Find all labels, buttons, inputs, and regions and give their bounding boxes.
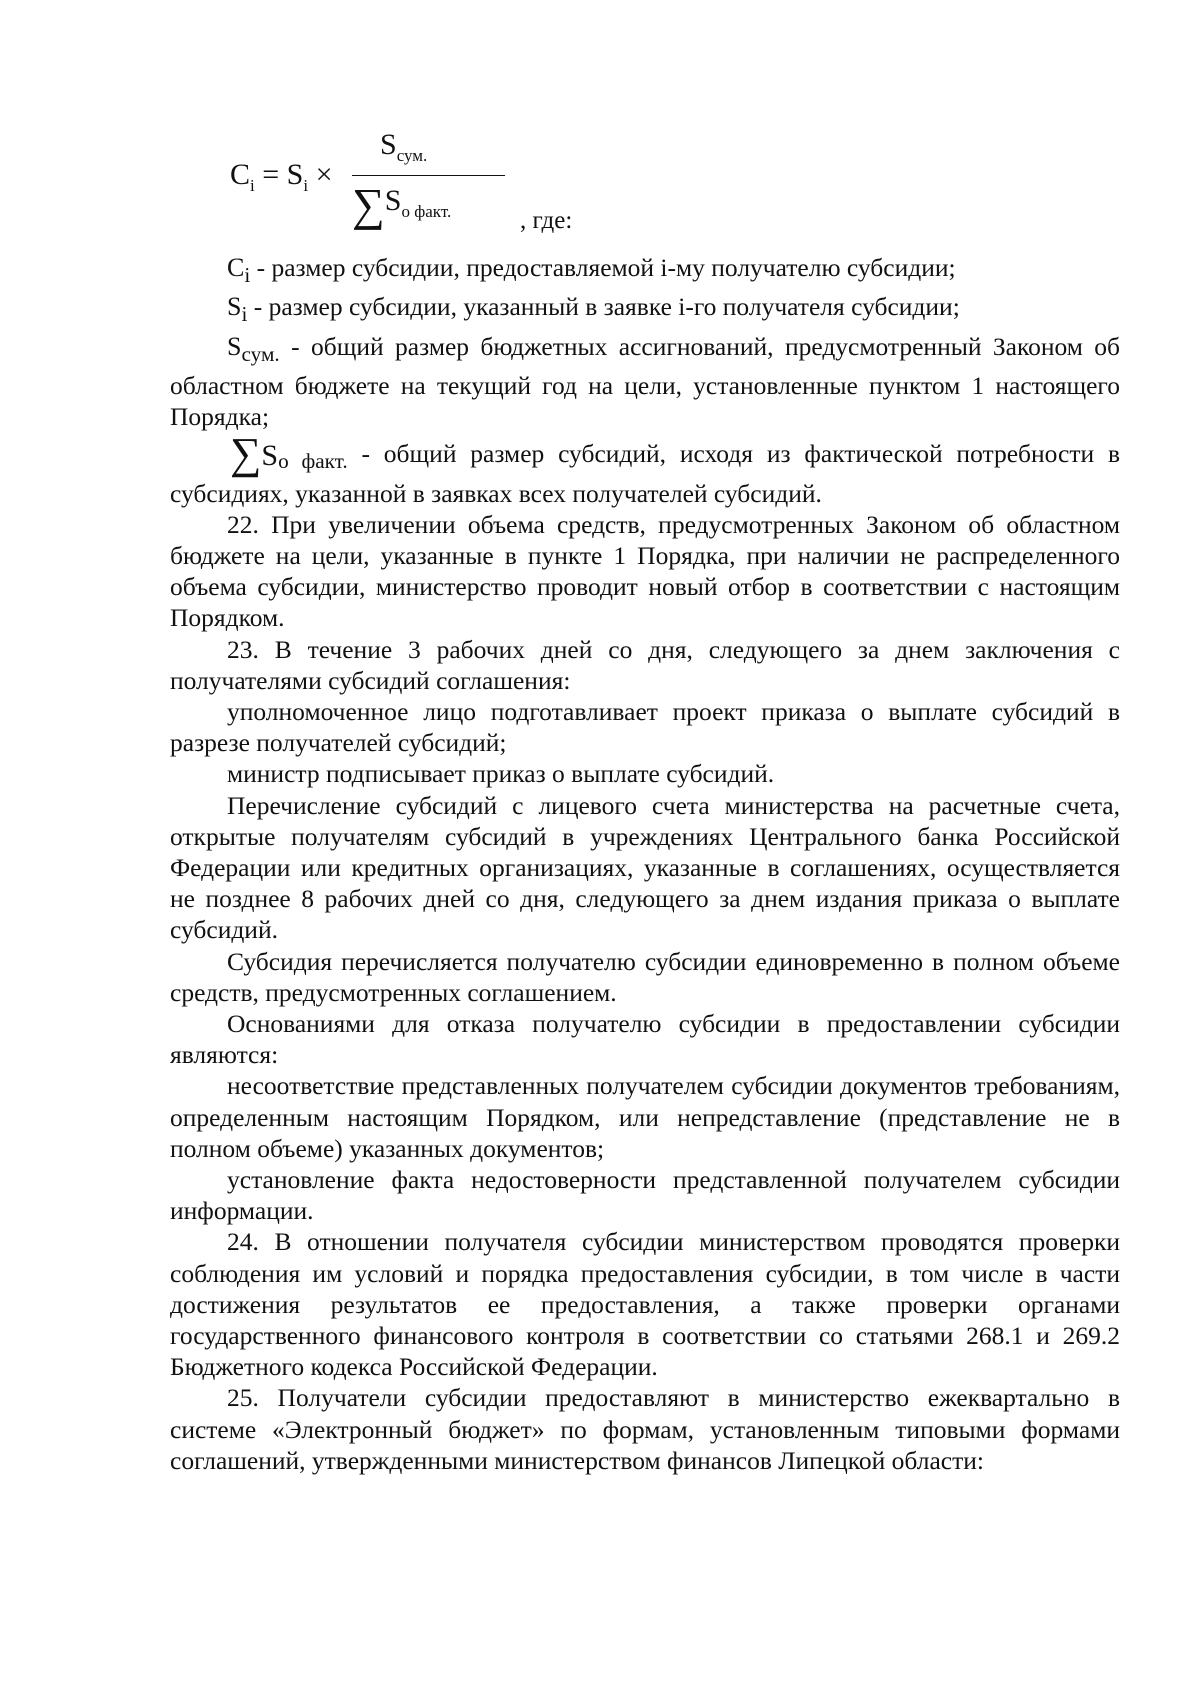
denominator-s: S xyxy=(384,184,402,217)
definition-si xyxy=(170,291,1120,330)
paragraph-22: 22. При увеличении объема средств, предусмотренных Законом об областном бюджете на цели, указанные в пункте 1 Порядка, при наличии не распределенного объема субсидии, министерство проводит новый отбор в соответствии с настоящим Порядком. xyxy=(170,509,1120,633)
subsidy-formula xyxy=(230,120,630,240)
ci-symbol: C xyxy=(227,253,245,282)
ssum-sub: сум. xyxy=(241,341,280,366)
formula-s-sub: i xyxy=(303,176,309,195)
paragraph-23-item-2: министр подписывает приказ о выплате субсидий. xyxy=(227,759,775,789)
sfact-sub: о факт. xyxy=(278,449,348,474)
sigma-symbol: ∑ xyxy=(352,179,385,230)
formula-c: C xyxy=(230,158,251,191)
paragraph-23-item-1: уполномоченное лицо подготавливает проект приказа о выплате субсидий в разрезе получателей субсидий; xyxy=(170,697,1120,758)
formula-s: S xyxy=(286,158,304,191)
si-symbol: S xyxy=(227,292,242,322)
fraction-line xyxy=(352,175,505,176)
definition-sigma xyxy=(170,429,1120,509)
paragraph-transfer: Перечисление субсидий с лицевого счета министерства на расчетные счета, открытые получателям субсидий в учреждениях Центрального банка Российской Федерации или кредитных организациях, указанные в соглашениях, осуществляется не позднее 8 рабочих дней со дня, следующего за днем издания приказа о выплате субсидий. xyxy=(170,790,1120,945)
sigma-inline-symbol: ∑ xyxy=(230,429,262,479)
paragraph-24: 24. В отношении получателя субсидии министерством проводятся проверки соблюдения им условий и порядка предоставления субсидии, в том числе в части достижения результатов ее предоставления, а также проверки органами государственного финансового контроля в соответствии со статьями 268.1 и 269.2 Бюджетного кодекса Российской Федерации. xyxy=(170,1227,1120,1382)
formula-times: × xyxy=(315,158,333,191)
formula-c-sub: i xyxy=(250,176,255,195)
definition-ci xyxy=(170,252,1120,291)
sfact-symbol: S xyxy=(261,439,279,473)
numerator-s: S xyxy=(380,128,397,161)
formula-lhs xyxy=(230,160,333,194)
document-body xyxy=(170,252,1120,1476)
paragraph-lump-sum: Субсидия перечисляется получателю субсидии единовременно в полном объеме средств, предусмотренных соглашением. xyxy=(170,946,1120,1007)
formula-denominator xyxy=(352,179,452,230)
ci-sub: i xyxy=(244,263,251,288)
paragraph-25: 25. Получатели субсидии предоставляют в министерство ежеквартально в системе «Электронный бюджет» по формам, установленным типовыми формами соглашений, утвержденными министерством финансов Липецкой области: xyxy=(170,1383,1120,1475)
formula-equals: = xyxy=(262,158,280,191)
formula-numerator xyxy=(380,130,427,164)
paragraph-refusal-grounds: Основаниями для отказа получателю субсидии в предоставлении субсидии являются: xyxy=(170,1009,1120,1070)
numerator-sub: сум. xyxy=(396,146,428,165)
paragraph-refusal-1: несоответствие представленных получателем субсидии документов требованиям, определенным настоящим Порядком, или непредставление (представление не в полном объеме) указанных документов; xyxy=(170,1071,1120,1163)
si-sub: i xyxy=(241,302,248,327)
paragraph-23: 23. В течение 3 рабочих дней со дня, следующего за днем заключения с получателями субсидий соглашения: xyxy=(170,634,1120,695)
paragraph-refusal-2: установление факта недостоверности представленной получателем субсидии информации. xyxy=(170,1165,1120,1226)
ssum-text: - общий размер бюджетных ассигнований, предусмотренный Законом об областном бюджете на текущий год на цели, установленные пунктом 1 настоящего Порядка; xyxy=(170,331,1120,432)
formula-where: , где: xyxy=(520,207,573,234)
ssum-symbol: S xyxy=(227,331,242,361)
definition-ssum xyxy=(170,331,1120,433)
ci-text: - размер субсидии, предоставляемой i-му получателю субсидии; xyxy=(250,253,956,282)
sigma-text: - общий размер субсидий, исходя из фактической потребности в субсидиях, указанной в заявках всех получателей субсидий. xyxy=(170,439,1120,508)
si-text: - размер субсидии, указанный в заявке i-го получателя субсидии; xyxy=(247,292,960,322)
denominator-sub: о факт. xyxy=(401,202,452,221)
